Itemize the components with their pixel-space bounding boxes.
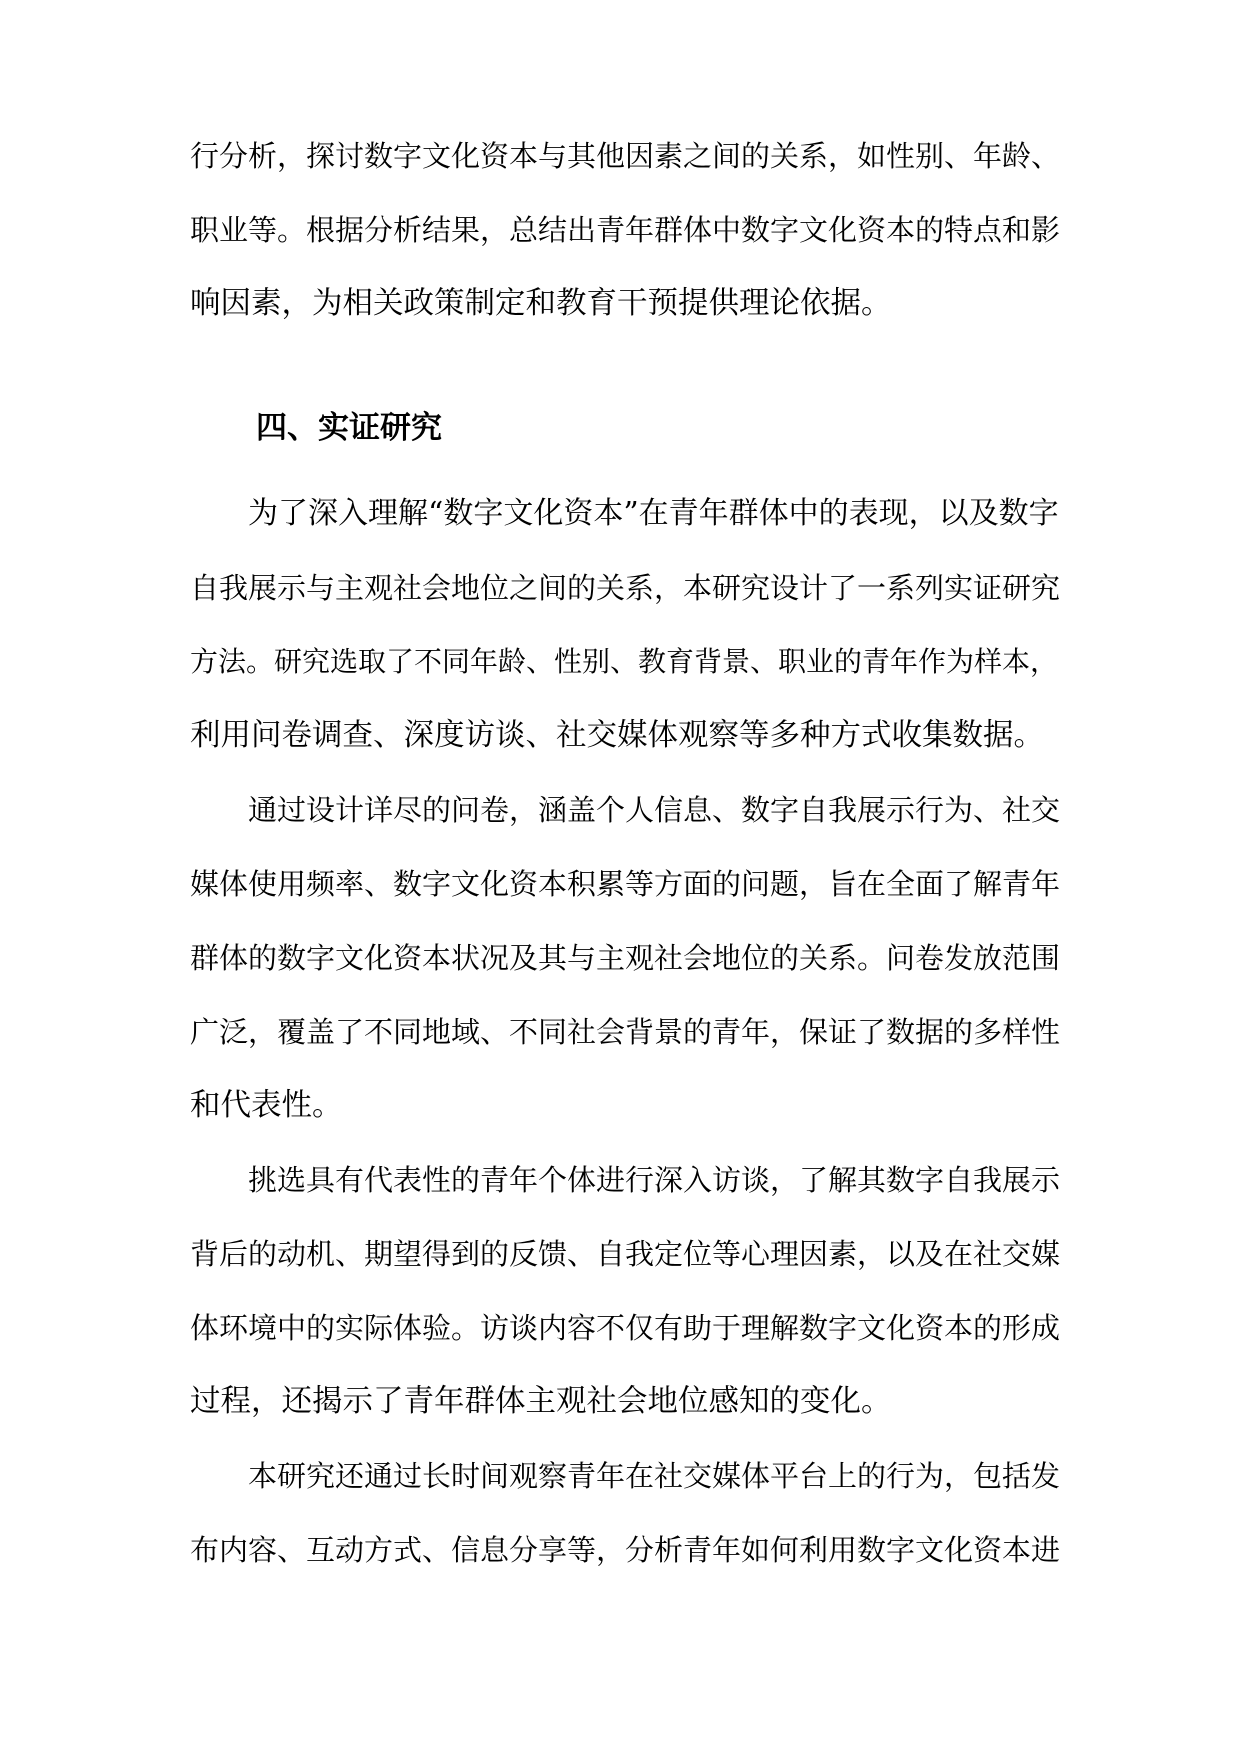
paragraph-line: 方法。研究选取了不同年龄、性别、教育背景、职业的青年作为样本， (190, 645, 1059, 678)
paragraph-line: 自我展示与主观社会地位之间的关系，本研究设计了一系列实证研究 (190, 571, 1061, 605)
paragraph-line: 为了深入理解“数字文化资本”在青年群体中的表现，以及数字 (248, 496, 1059, 531)
paragraph-line: 群体的数字文化资本状况及其与主观社会地位的关系。问卷发放范围 (190, 941, 1061, 975)
paragraph-line: 和代表性。 (190, 1088, 343, 1123)
paragraph-line: 通过设计详尽的问卷，涵盖个人信息、数字自我展示行为、社交 (248, 793, 1061, 827)
paragraph-line: 过程，还揭示了青年群体主观社会地位感知的变化。 (190, 1384, 892, 1419)
paragraph-line: 体环境中的实际体验。访谈内容不仅有助于理解数字文化资本的形成 (190, 1311, 1061, 1345)
paragraph-line: 利用问卷调查、深度访谈、社交媒体观察等多种方式收集数据。 (190, 718, 1044, 753)
paragraph-line: 媒体使用频率、数字文化资本积累等方面的问题，旨在全面了解青年 (190, 867, 1061, 901)
paragraph-line: 响因素，为相关政策制定和教育干预提供理论依据。 (190, 286, 892, 321)
paragraph-line: 广泛，覆盖了不同地域、不同社会背景的青年，保证了数据的多样性 (190, 1015, 1061, 1049)
paragraph-line: 本研究还通过长时间观察青年在社交媒体平台上的行为，包括发 (248, 1459, 1061, 1493)
paragraph-line: 职业等。根据分析结果，总结出青年群体中数字文化资本的特点和影 (190, 213, 1061, 247)
paragraph-line: 挑选具有代表性的青年个体进行深入访谈，了解其数字自我展示 (248, 1163, 1061, 1197)
paragraph-line: 背后的动机、期望得到的反馈、自我定位等心理因素，以及在社交媒 (190, 1237, 1061, 1271)
paragraph-line: 布内容、互动方式、信息分享等，分析青年如何利用数字文化资本进 (190, 1533, 1061, 1567)
paragraph-line: 行分析，探讨数字文化资本与其他因素之间的关系，如性别、年龄、 (190, 139, 1061, 173)
section-heading: 四、实证研究 (256, 410, 442, 446)
